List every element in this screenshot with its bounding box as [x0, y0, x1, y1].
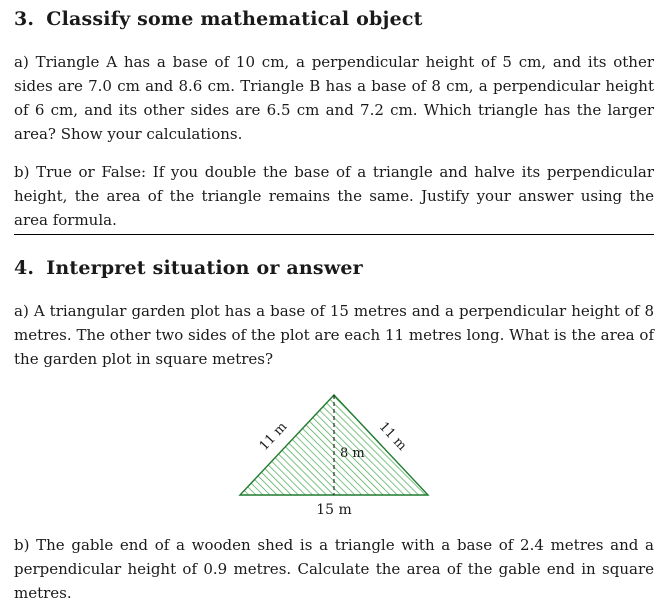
triangle-svg	[209, 385, 459, 519]
height-length-label: 8 m	[340, 446, 365, 461]
left-side-length-label: 11 m	[256, 419, 291, 454]
section-4-heading	[14, 257, 654, 279]
right-side-length-label: 11 m	[375, 419, 410, 454]
spacer	[14, 235, 654, 257]
section-4-paragraph-b: b) The gable end of a wooden shed is a triangle with a base of 2.4 metres and a perpendicular height of 0.9 metres. Calculate the area of the gable end in square metres.	[14, 536, 654, 602]
section-3-heading	[14, 8, 654, 30]
section-3-number: 3.	[14, 8, 35, 30]
section-3-title: Classify some mathematical object	[46, 8, 423, 30]
garden-triangle-figure	[14, 385, 654, 519]
section-3-paragraph-b: b) True or False: If you double the base of a triangle and halve its perpendicular height, the area of the triangle remains the same. Justify your answer using the area formula.	[14, 163, 654, 229]
section-4-number: 4.	[14, 257, 35, 279]
base-length-label: 15 m	[316, 502, 352, 518]
section-3-paragraph-a: a) Triangle A has a base of 10 cm, a perpendicular height of 5 cm, and its other sides are 7.0 cm and 8.6 cm. Triangle B has a base of 8 cm, a perpendicular height of 6 cm, and its other sides are 6.5 cm and 7.2 cm. Which triangle has the larger area? Show your calculations.	[14, 53, 654, 143]
section-4-paragraph-a: a) A triangular garden plot has a base of 15 metres and a perpendicular height of 8 metres. The other two sides of the plot are each 11 metres long. What is the area of the garden plot in square metres?	[14, 302, 654, 368]
section-4-title: Interpret situation or answer	[46, 257, 363, 279]
